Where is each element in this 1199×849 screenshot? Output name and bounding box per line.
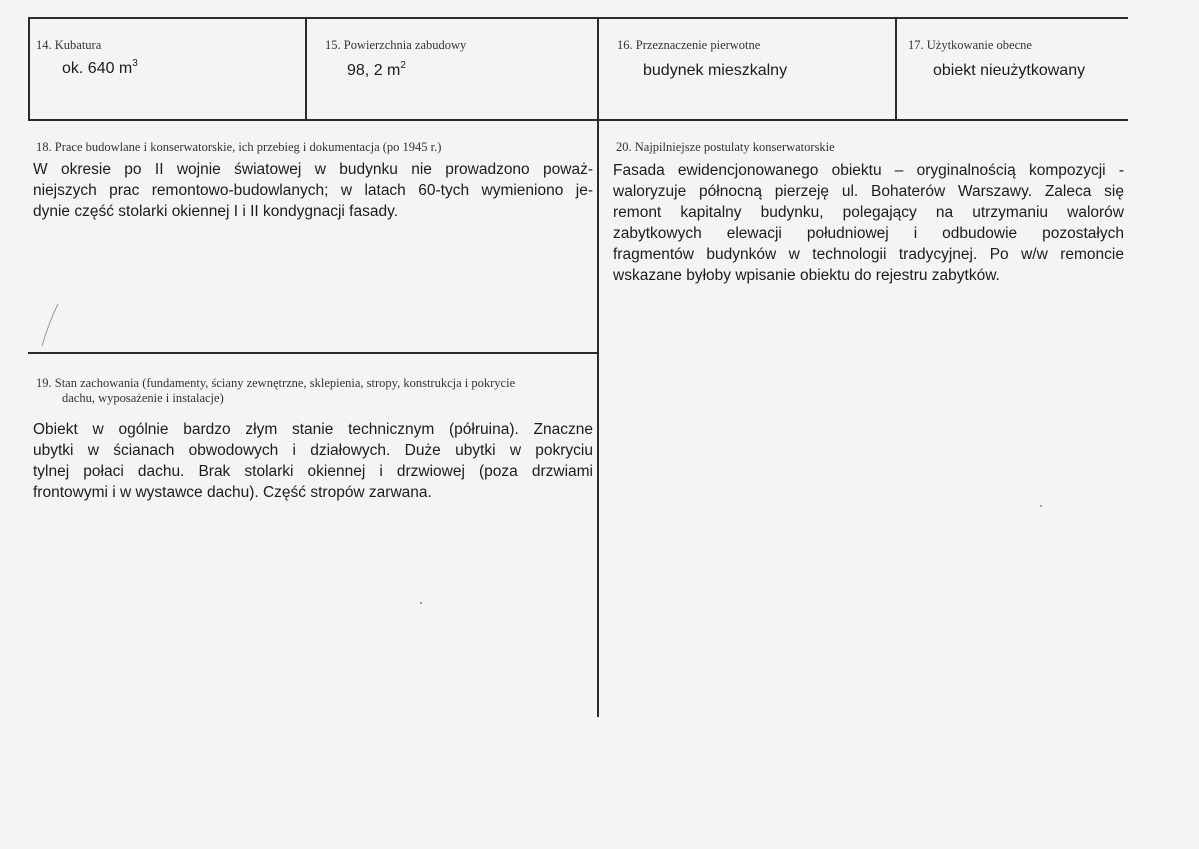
przeznaczenie-value: budynek mieszkalny: [643, 62, 788, 79]
cell18-bottom-rule: [28, 352, 598, 354]
postulaty-label: 20. Najpilniejsze postulaty konserwatorskie: [616, 140, 835, 154]
uzytkowanie-value: obiekt nieużytkowany: [933, 62, 1086, 79]
stan-line: ubytki w ścianach obwodowych i działowych. Duże ubytki w pokryciu: [33, 442, 593, 459]
scan-speck: [1040, 505, 1042, 507]
stan-line: tylnej połaci dachu. Brak stolarki okiennej i drzwiowej (poza drzwiami: [33, 463, 593, 480]
przeznaczenie-label: 16. Przeznaczenie pierwotne: [617, 38, 761, 52]
prace-line: dynie część stolarki okiennej I i II kondygnacji fasady.: [33, 203, 399, 220]
prace-text: [33, 159, 593, 222]
row1-bottom-rule: [28, 119, 1128, 121]
stan-text: [33, 419, 593, 503]
prace-line: niejszych prac remontowo-budowlanych; w latach 60-tych wymieniono je-: [33, 182, 593, 199]
kubatura-label: 14. Kubatura: [36, 38, 102, 52]
postulaty-line: remont kapitalny budynku, polegający na utrzymaniu walorów: [613, 204, 1124, 221]
postulaty-line: zabytkowych elewacji południowej i odbudowie pozostałych: [613, 225, 1124, 242]
postulaty-text: [613, 160, 1124, 286]
stan-label: [36, 376, 596, 406]
powierzchnia-value: [347, 62, 406, 80]
divider-14-15: [305, 17, 307, 121]
prace-line: W okresie po II wojnie światowej w budynku nie prowadzono poważ-: [33, 161, 593, 178]
postulaty-line: fragmentów budynków w technologii tradycyjnej. Po w/w remoncie: [613, 246, 1124, 263]
scan-speck: [420, 602, 422, 604]
center-divider: [597, 17, 599, 717]
kubatura-value: [62, 60, 138, 78]
stan-line: frontowymi i w wystawce dachu). Część stropów zarwana.: [33, 484, 432, 501]
stan-label-line2: dachu, wyposażenie i instalacje): [62, 391, 224, 405]
powierzchnia-superscript: 2: [400, 60, 406, 71]
postulaty-line: Fasada ewidencjonowanego obiektu – oryginalnością kompozycji -: [613, 162, 1124, 179]
prace-label: 18. Prace budowlane i konserwatorskie, ich przebieg i dokumentacja (po 1945 r.): [36, 140, 442, 154]
left-border: [28, 17, 30, 121]
pencil-mark: [36, 300, 66, 350]
top-rule: [28, 17, 1128, 19]
postulaty-line: waloryzuje północną pierzeję ul. Bohaterów Warszawy. Zaleca się: [613, 183, 1124, 200]
powierzchnia-label: 15. Powierzchnia zabudowy: [325, 38, 467, 52]
divider-16-17: [895, 17, 897, 121]
powierzchnia-value-text: 98, 2 m: [347, 62, 401, 79]
postulaty-line: wskazane byłoby wpisanie obiektu do rejestru zabytków.: [613, 267, 1000, 284]
kubatura-superscript: 3: [132, 58, 138, 69]
kubatura-value-text: ok. 640 m: [62, 60, 133, 77]
stan-line: Obiekt w ogólnie bardzo złym stanie technicznym (półruina). Znaczne: [33, 421, 593, 438]
stan-label-line1: 19. Stan zachowania (fundamenty, ściany zewnętrzne, sklepienia, stropy, konstrukcja i pokrycie: [36, 376, 516, 390]
uzytkowanie-label: 17. Użytkowanie obecne: [908, 38, 1032, 52]
